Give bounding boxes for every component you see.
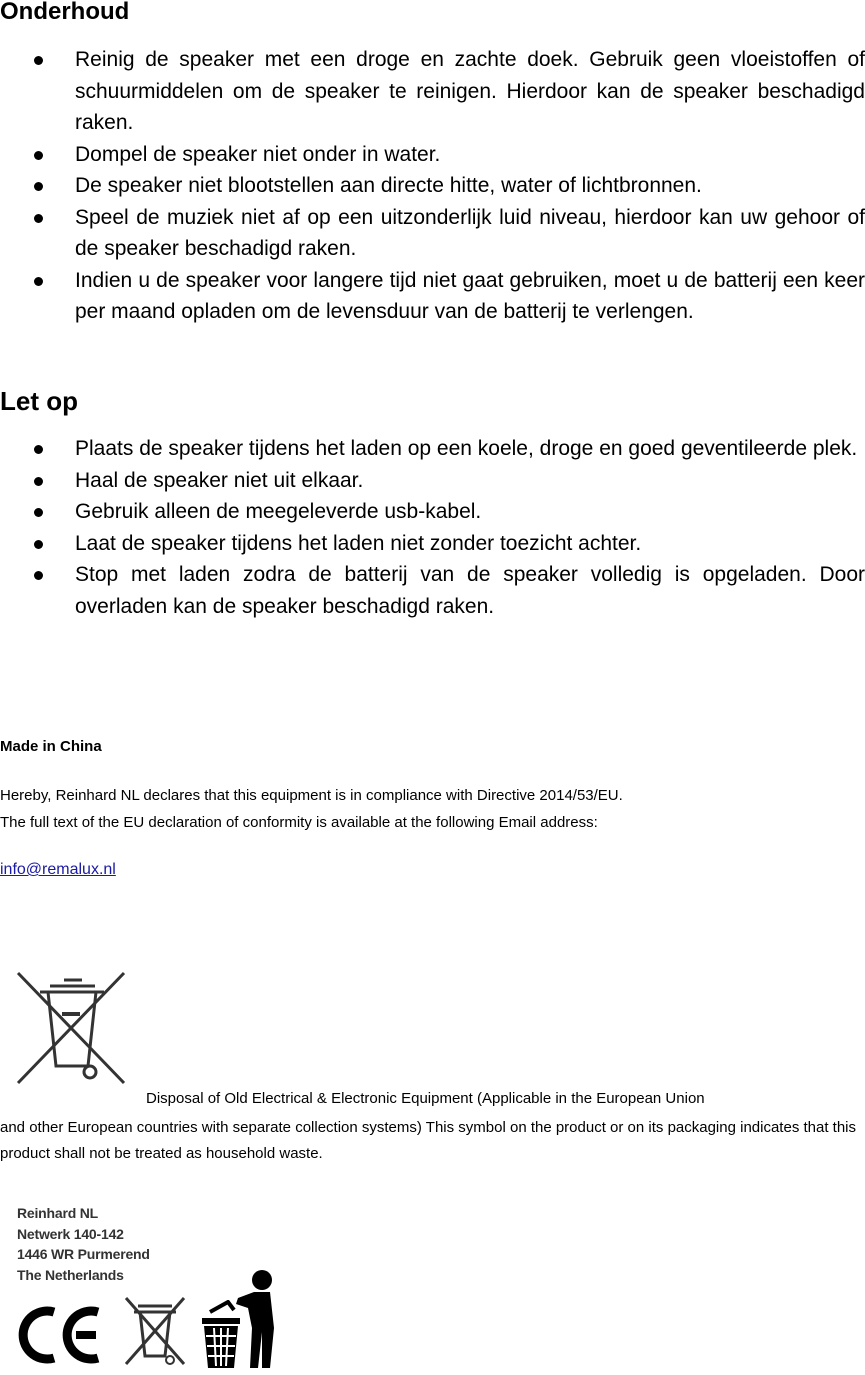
weee-small-icon <box>122 1292 188 1368</box>
bullet-icon <box>34 445 43 454</box>
tidyman-icon <box>232 1268 278 1370</box>
ce-mark-icon <box>14 1298 104 1368</box>
list-item: Stop met laden zodra de batterij van de speaker volledig is opgeladen. Door overladen kan de speaker beschadigd raken. <box>0 559 865 622</box>
address-block <box>17 1203 150 1285</box>
bullet-icon <box>34 56 43 65</box>
list-item: Haal de speaker niet uit elkaar. <box>0 465 865 497</box>
declaration-line-1: Hereby, Reinhard NL declares that this equipment is in compliance with Directive 2014/53/EU. <box>0 787 623 804</box>
disposal-text-first-line: Disposal of Old Electrical & Electronic Equipment (Applicable in the European Union <box>146 1090 705 1107</box>
list-item: Gebruik alleen de meegeleverde usb-kabel. <box>0 496 865 528</box>
list-item: De speaker niet blootstellen aan directe hitte, water of lichtbronnen. <box>0 170 865 202</box>
list-item: Dompel de speaker niet onder in water. <box>0 139 865 171</box>
made-in-label: Made in China <box>0 738 102 755</box>
list-item: Reinig de speaker met een droge en zachte doek. Gebruik geen vloeistoffen of schuurmiddelen om de speaker te reinigen. Hierdoor kan de speaker beschadigd raken. <box>0 44 865 139</box>
bullet-icon <box>34 214 43 223</box>
bullet-icon <box>34 508 43 517</box>
bullet-icon <box>34 540 43 549</box>
email-link[interactable]: info@remalux.nl <box>0 861 116 878</box>
address-line: 1446 WR Purmerend <box>17 1246 150 1262</box>
list-item: Speel de muziek niet af op een uitzonderlijk luid niveau, hierdoor kan uw gehoor of de speaker beschadigd raken. <box>0 202 865 265</box>
weee-crossed-bin-icon <box>10 968 132 1088</box>
address-line: The Netherlands <box>17 1266 124 1283</box>
address-line: Reinhard NL <box>17 1205 99 1221</box>
section-title-caution: Let op <box>0 386 78 416</box>
section-title-maintenance: Onderhoud <box>0 0 130 25</box>
bullet-icon <box>34 277 43 286</box>
address-line: Netwerk 140-142 <box>17 1225 124 1242</box>
disposal-text-rest: and other European countries with separate collection systems) This symbol on the product or on its packaging indicates that this product shall not be treated as household waste. <box>0 1119 857 1162</box>
bullet-icon <box>34 571 43 580</box>
caution-list <box>0 433 865 622</box>
bullet-icon <box>34 151 43 160</box>
list-item: Indien u de speaker voor langere tijd niet gaat gebruiken, moet u de batterij een keer per maand opladen om de levensduur van de batterij te verlengen. <box>0 265 865 328</box>
list-item: Laat de speaker tijdens het laden niet zonder toezicht achter. <box>0 528 865 560</box>
maintenance-list <box>0 44 865 328</box>
bullet-icon <box>34 182 43 191</box>
list-item: Plaats de speaker tijdens het laden op een koele, droge en goed geventileerde plek. <box>0 433 865 465</box>
declaration-line-2: The full text of the EU declaration of conformity is available at the following Email address: <box>0 814 598 831</box>
bullet-icon <box>34 477 43 486</box>
